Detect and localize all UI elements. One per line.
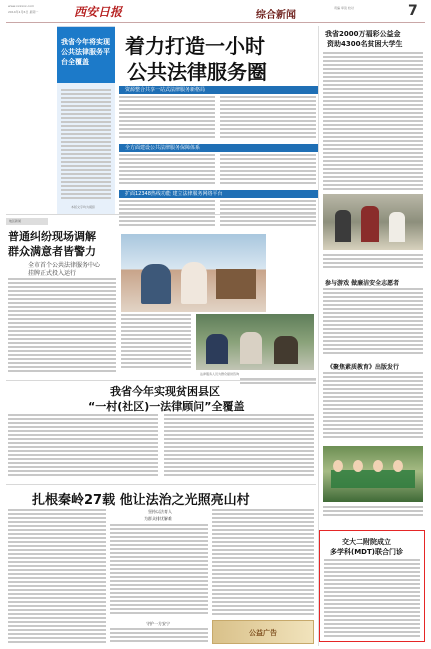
right-photo [323,194,423,250]
issue-date: 2014年1月6日 星期一 [8,10,39,14]
feature-photo [121,234,266,312]
public-ad: 公益广告 [212,620,314,644]
top-feature-title [119,28,307,84]
left-box-heading-block [57,27,115,83]
right-column [318,26,426,646]
right-story-4-title-1: 交大二附院成立 [342,538,391,546]
right-photo-2 [323,446,423,502]
bottom-story-title: 扎根秦岭27载 他让法治之光照亮山村 [32,493,250,508]
left-box-heading: 我省今年将实现公共法律服务平台全覆盖 [61,38,110,66]
mid-story-subtitle-1: 全市首个公共法律服务中心 [28,262,101,269]
left-box-footer: 本版文字均为模拟 [71,205,96,209]
editor-credits: 责编 审读 校对 [334,6,354,10]
mid-story-title-1: 普通纠纷现场调解 [8,230,96,243]
feature-title-line1: 着力打造一小时 [125,34,265,58]
right-story-4-title-2: 多学科(MDT)联合门诊 [330,548,403,556]
bottom-sub-2: 为群众排忧解难 [144,516,172,521]
section-name: 综合新闻 [256,10,296,21]
feature-band-2: 全方面建设公共法律服务保障体系 [119,144,319,152]
village-title-1: 我省今年实现贫困县区 [110,385,220,398]
right-story-1-title-1: 我省2000万福彩公益金 [325,30,401,38]
highlighted-story[interactable] [319,530,425,642]
bottom-sub-1: 坚持以法育人 [148,509,172,514]
feature-title-line2: 公共法律服务圈 [127,60,267,84]
page-number: 7 [408,3,418,19]
right-story-3-title: 《聚焦素质教育》出版发行 [327,364,400,371]
right-story-1-title-2: 资助4300名贫困大学生 [327,40,403,48]
feature-band-3: 扩面12348热线功能 建立法律服务网络平台 [119,190,319,198]
mid-story-subtitle-2: 挂牌正式投入运行 [28,270,77,277]
left-feature-box [57,26,115,214]
village-title-2: “一村(社区)一法律顾问”全覆盖 [88,400,245,413]
newspaper-logo: 西安日报 [74,5,123,19]
photo-caption: 法律服务人员为群众提供咨询 [200,372,240,376]
feature-band-1: 资源整合共享一站式法律服务新格局 [119,86,319,94]
section-tag: 地区新闻 [6,218,48,225]
right-story-2-title: 参与游戏 做廉洁安全志愿者 [325,280,400,287]
mid-story-title-2: 群众满意者皆警力 [8,245,96,258]
masthead [0,0,431,24]
bottom-sub-3: 守护一方安宁 [146,621,170,626]
site-url: www.xxxxxx.com [8,4,35,8]
secondary-photo [196,314,314,370]
